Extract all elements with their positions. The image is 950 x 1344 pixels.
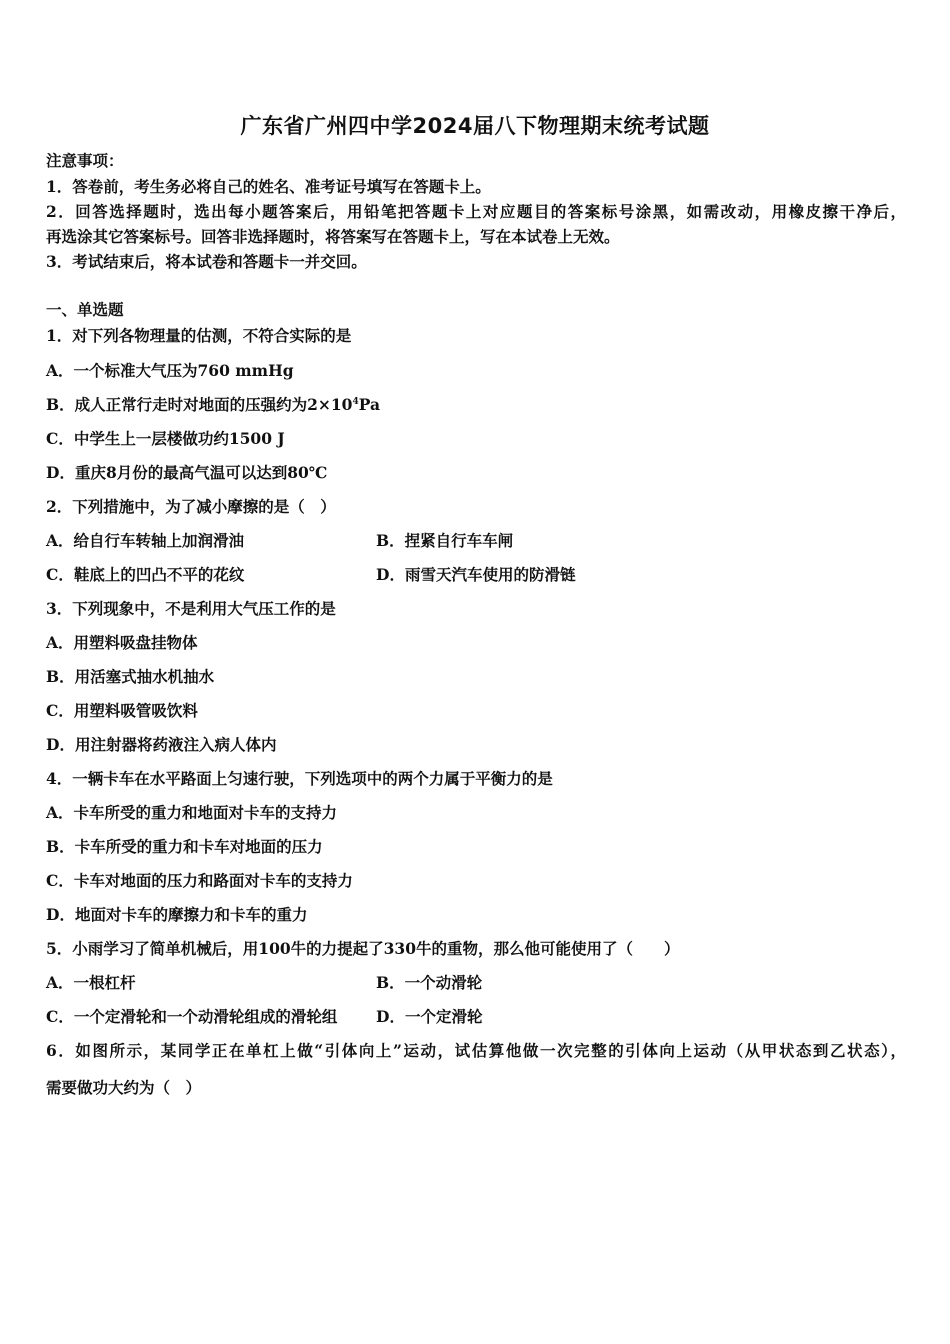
q4-stem: 4．一辆卡车在水平路面上匀速行驶，下列选项中的两个力属于平衡力的是	[46, 769, 553, 788]
q5-option-b: B．一个动滑轮	[376, 973, 483, 992]
q2-option-a: A．给自行车转轴上加润滑油	[46, 531, 245, 550]
q3-option-a: A．用塑料吸盘挂物体	[46, 633, 198, 652]
q1-option-d: D．重庆8月份的最高气温可以达到80℃	[46, 463, 328, 482]
section-heading: 一、单选题	[46, 300, 124, 319]
q4-option-b: B．卡车所受的重力和卡车对地面的压力	[46, 837, 323, 856]
q3-option-b: B．用活塞式抽水机抽水	[46, 667, 215, 686]
q4-option-d: D．地面对卡车的摩擦力和卡车的重力	[46, 905, 308, 924]
q5-option-d: D．一个定滑轮	[376, 1007, 483, 1026]
q3-option-d: D．用注射器将药液注入病人体内	[46, 735, 277, 754]
q3-option-c: C．用塑料吸管吸饮料	[46, 701, 198, 720]
q2-option-b: B．捏紧自行车车闸	[376, 531, 514, 550]
q1-option-b: B．成人正常行走时对地面的压强约为$2\times 10^4Pa$	[46, 395, 381, 414]
q2-stem: 2．下列措施中，为了减小摩擦的是（ ）	[46, 497, 336, 516]
q5-option-a: A．一根杠杆	[46, 973, 136, 992]
q1-stem: 1．对下列各物理量的估测，不符合实际的是	[46, 326, 352, 345]
page-title: 广东省广州四中学2024届八下物理期末统考试题	[240, 114, 710, 138]
q6-stem-continued: 需要做功大约为（ ）	[46, 1078, 202, 1097]
notice-item: 3．考试结束后，将本试卷和答题卡一并交回。	[46, 252, 367, 271]
q5-stem: 5．小雨学习了简单机械后，用100牛的力提起了330牛的重物，那么他可能使用了（ ）	[46, 939, 680, 958]
q4-option-a: A．卡车所受的重力和地面对卡车的支持力	[46, 803, 338, 822]
q5-option-c: C．一个定滑轮和一个动滑轮组成的滑轮组	[46, 1007, 338, 1026]
q6-stem: 6．如图所示，某同学正在单杠上做“引体向上”运动，试估算他做一次完整的引体向上运动（从甲状态到乙状态），	[46, 1041, 906, 1060]
q1-option-a: A．一个标准大气压为760 mmHg	[46, 361, 294, 380]
notice-heading: 注意事项：	[46, 151, 124, 170]
notice-item: 2．回答选择题时，选出每小题答案后，用铅笔把答题卡上对应题目的答案标号涂黑，如需改动，用橡皮擦干净后，	[46, 202, 906, 221]
q1-option-c: C．中学生上一层楼做功约1500 J	[46, 429, 285, 448]
q4-option-c: C．卡车对地面的压力和路面对卡车的支持力	[46, 871, 353, 890]
notice-item: 再选涂其它答案标号。回答非选择题时，将答案写在答题卡上，写在本试卷上无效。	[46, 227, 620, 246]
q3-stem: 3．下列现象中，不是利用大气压工作的是	[46, 599, 336, 618]
q2-option-c: C．鞋底上的凹凸不平的花纹	[46, 565, 245, 584]
exponent: 4	[352, 397, 359, 407]
q2-option-d: D．雨雪天汽车使用的防滑链	[376, 565, 576, 584]
notice-item: 1．答卷前，考生务必将自己的姓名、准考证号填写在答题卡上。	[46, 177, 491, 196]
